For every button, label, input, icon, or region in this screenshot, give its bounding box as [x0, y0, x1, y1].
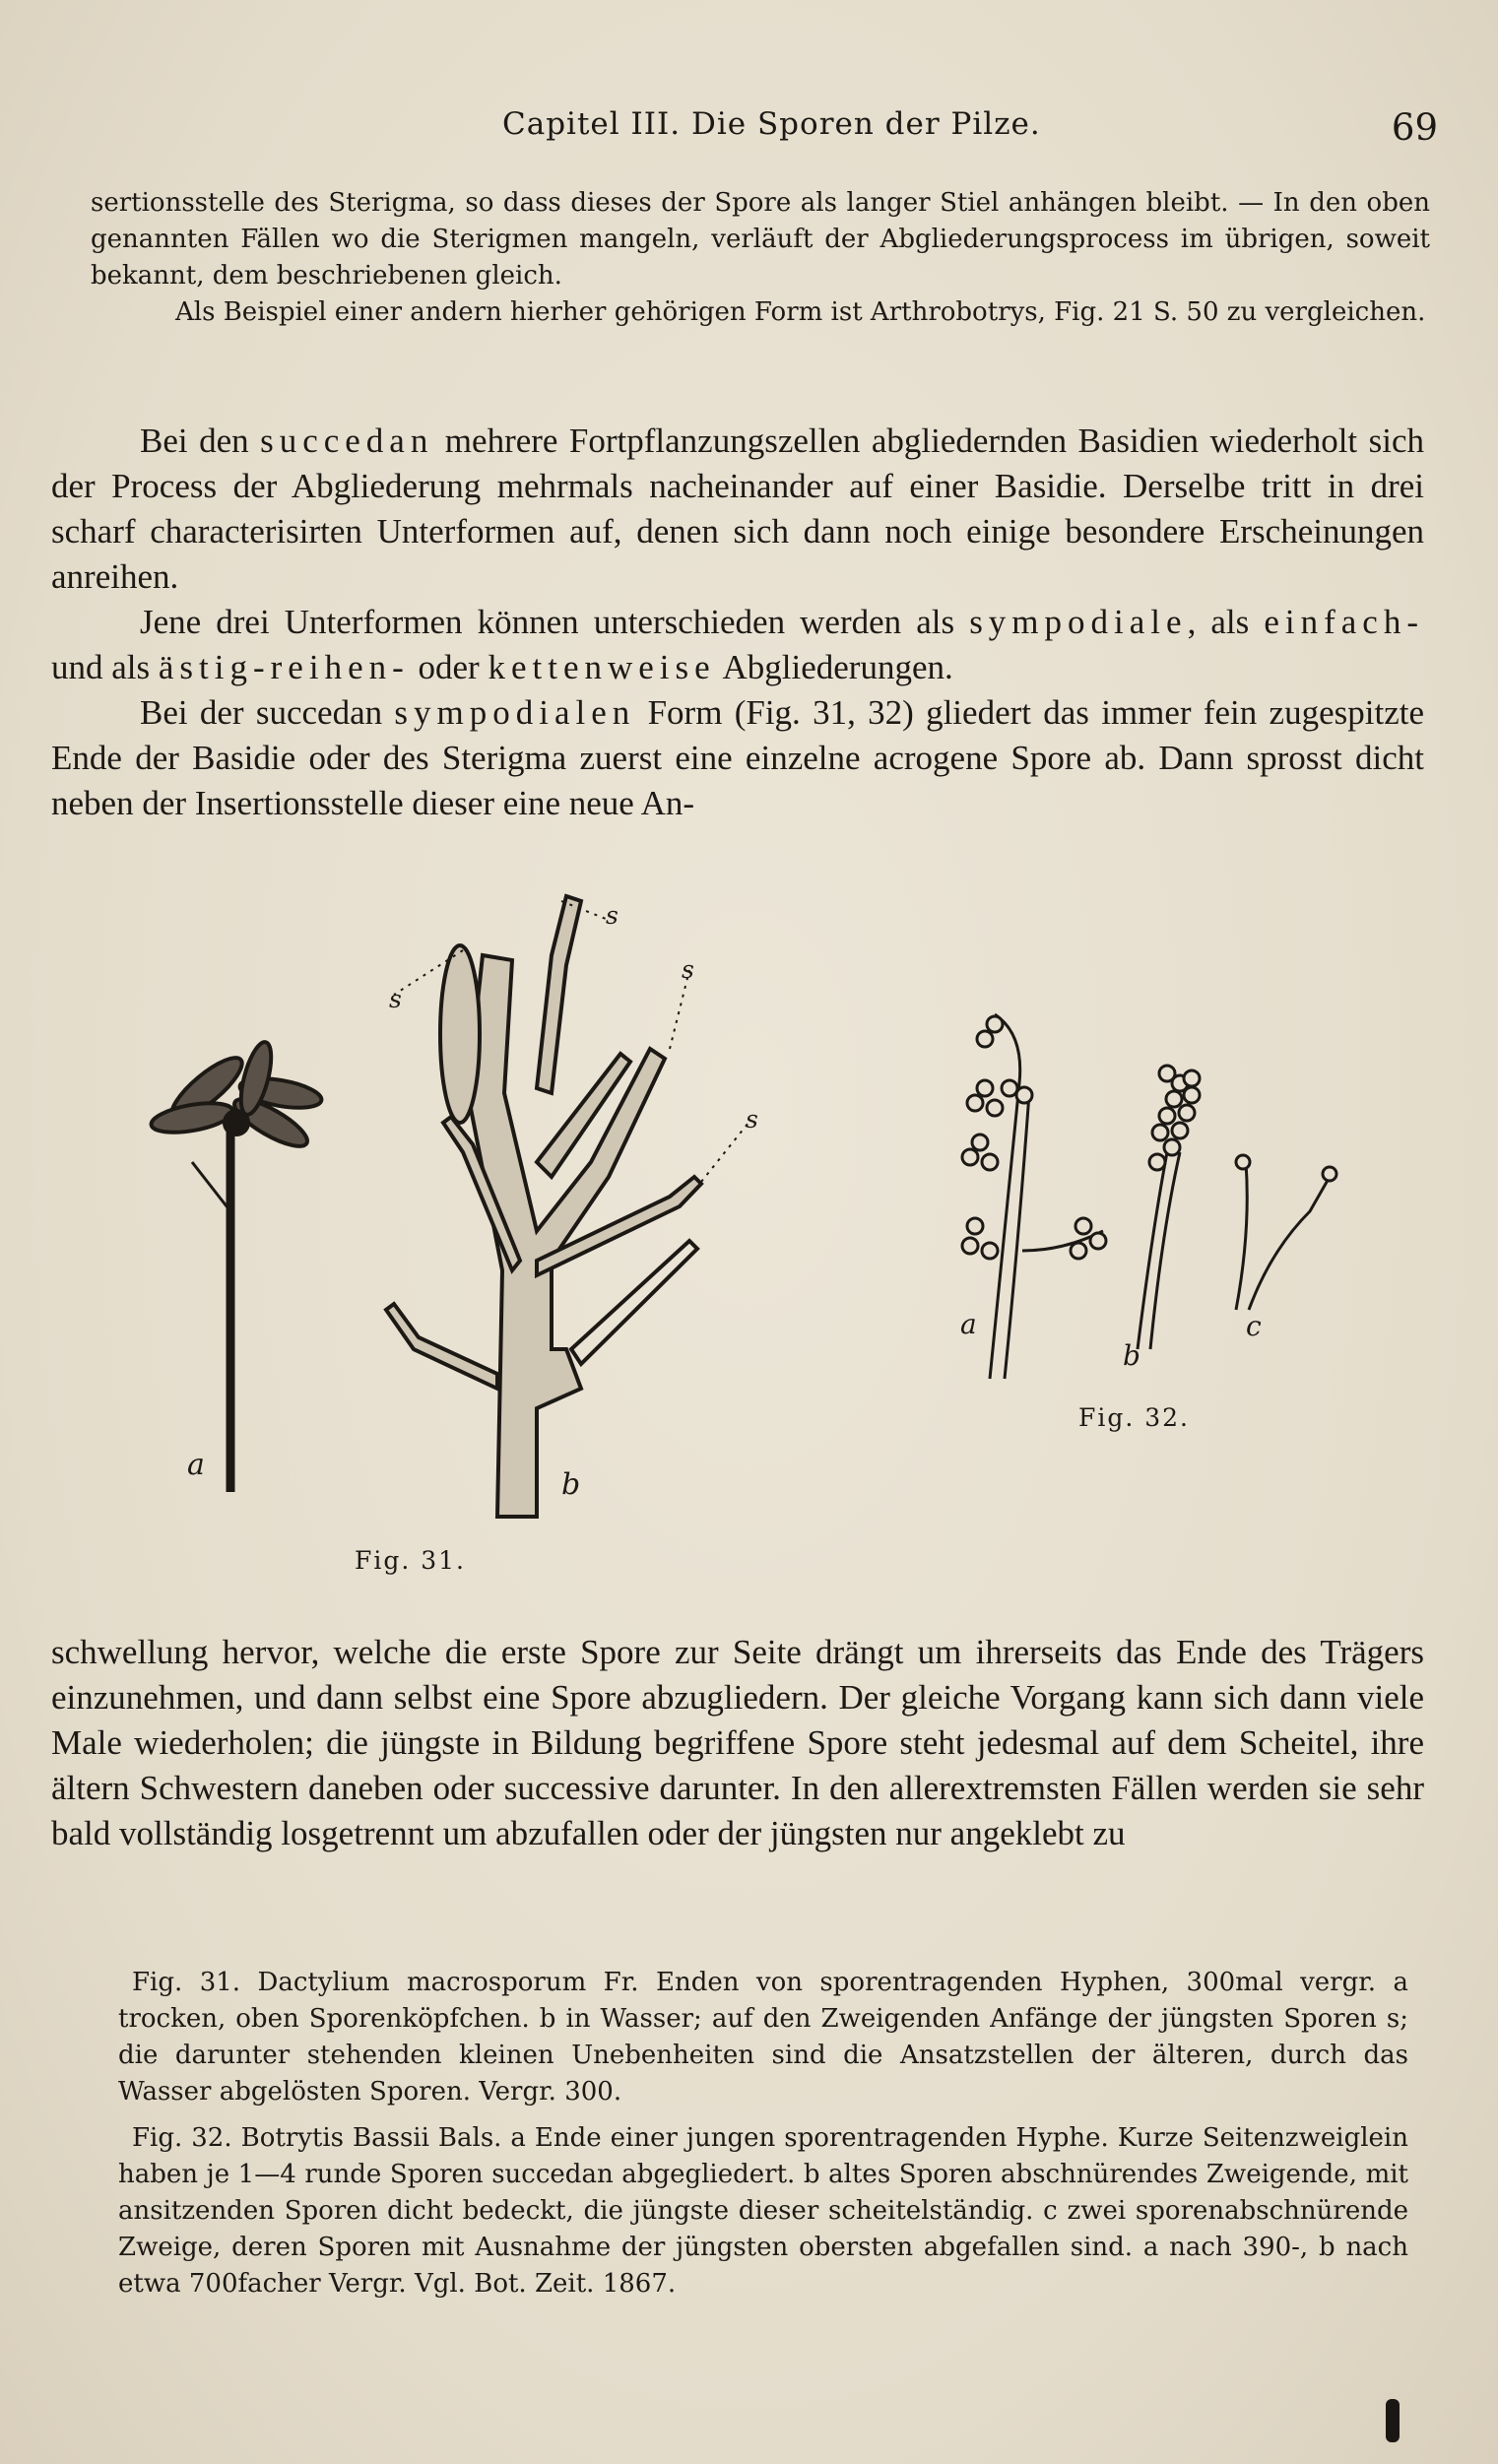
spaced-term: sympodiale	[969, 603, 1188, 641]
fig32-label: Fig. 32.	[1078, 1403, 1190, 1432]
body-text-upper	[51, 419, 1424, 826]
fig31-a-letter: a	[187, 1448, 207, 1482]
caption-fig32: Fig. 32. Botrytis Bassii Bals. a Ende einer jungen sporentragenden Hyphe. Kurze Seitenzweiglein haben je 1—4 runde Sporen succedan abgegliedert. b altes Sporen abschnürendes Zweigende, mit ansitzenden Sporen dicht bedeckt, die jüngste dieser scheitelständig. c zwei sporenabschnürende Zweige, deren Sporen mit Ausnahme der jüngsten obersten abgefallen sind. a nach 390-, b nach etwa 700facher Vergr. Vgl. Bot. Zeit. 1867.	[118, 2123, 1408, 2299]
figure-illustrations	[0, 837, 1498, 1625]
spaced-term: succedan	[260, 421, 434, 460]
fig32-c-letter: c	[1246, 1310, 1264, 1342]
fig31-label: Fig. 31.	[355, 1546, 466, 1575]
running-title: Capitel III. Die Sporen der Pilze.	[502, 106, 1041, 142]
figure-area	[0, 837, 1498, 1625]
page-number: 69	[1391, 106, 1438, 149]
fig32-b-drawing	[1138, 1066, 1200, 1349]
fig31-s-letter: s	[389, 985, 404, 1013]
fig31-s-letter: s	[606, 901, 620, 930]
fig32-b-letter: b	[1123, 1339, 1142, 1372]
body-paragraph-2: Jene drei Unterformen können unterschieden werden als sympodiale, als einfach- und als ästig-reihen- oder kettenweise Abgliederungen.	[51, 603, 1424, 686]
spaced-term: einfach-	[1264, 603, 1424, 641]
fig32-a-drawing	[962, 1014, 1106, 1379]
caption-fig31: Fig. 31. Dactylium macrosporum Fr. Enden von sporentragenden Hyphen, 300mal vergr. a trocken, oben Sporenköpfchen. b in Wasser; auf den Zweigenden Anfänge der jüngsten Sporen s; die darunter stehenden kleinen Unebenheiten sind die Ansatzstellen der älteren, durch das Wasser abgelösten Sporen. Vergr. 300.	[118, 1968, 1408, 2107]
small-paragraph-1: sertionsstelle des Sterigma, so dass dieses der Spore als langer Stiel anhängen bleibt. — In den oben genannten Fällen wo die Sterigmen mangeln, verläuft der Abgliederungsprocess im übrigen, soweit bekannt, dem beschriebenen gleich.	[91, 188, 1430, 291]
fig32-c-drawing	[1236, 1155, 1336, 1310]
continued-small-text	[91, 185, 1430, 331]
small-paragraph-2: Als Beispiel einer andern hierher gehörigen Form ist Arthrobotrys, Fig. 21 S. 50 zu vergleichen.	[175, 297, 1426, 327]
spaced-term: sympodialen	[394, 693, 636, 732]
ink-mark	[1386, 2399, 1400, 2442]
fig31-a-drawing	[149, 1039, 323, 1492]
body-text-lower	[51, 1630, 1424, 1856]
fig31-b-drawing	[386, 896, 701, 1517]
body-paragraph-1: Bei den succedan mehrere Fortpflanzungszellen abgliedernden Basidien wiederholt sich der Process der Abgliederung mehrmals nacheinander auf einer Basidie. Derselbe tritt in drei scharf characterisirten Unterformen auf, denen sich dann noch einige besondere Erscheinungen anreihen.	[51, 421, 1425, 596]
figure-captions	[118, 1965, 1408, 2312]
body-paragraph-3: Bei der succedan sympodialen Form (Fig. 31, 32) gliedert das immer fein zugespitzte Ende der Basidie oder des Sterigma zuerst eine einzelne acrogene Spore ab. Dann sprosst dicht neben der Insertionsstelle dieser eine neue An-	[51, 693, 1424, 822]
fig31-s-letter: s	[746, 1105, 760, 1134]
fig32-a-letter: a	[960, 1308, 979, 1340]
spaced-term: ästig-reihen-	[158, 648, 410, 686]
fig31-b-letter: b	[561, 1467, 583, 1502]
page-header	[89, 98, 1438, 158]
spaced-term: kettenweise	[488, 648, 716, 686]
fig31-s-letter: s	[682, 955, 696, 984]
body-paragraph-4: schwellung hervor, welche die erste Spore zur Seite drängt um ihrerseits das Ende des Trägers einzunehmen, und dann selbst eine Spore abzugliedern. Der gleiche Vorgang kann sich dann viele Male wiederholen; die jüngste in Bildung begriffene Spore steht jedesmal auf dem Scheitel, ihre ältern Schwestern daneben oder successive darunter. In den allerextremsten Fällen werden sie sehr bald vollständig losgetrennt um abzufallen oder der jüngsten nur angeklebt zu	[51, 1633, 1424, 1852]
